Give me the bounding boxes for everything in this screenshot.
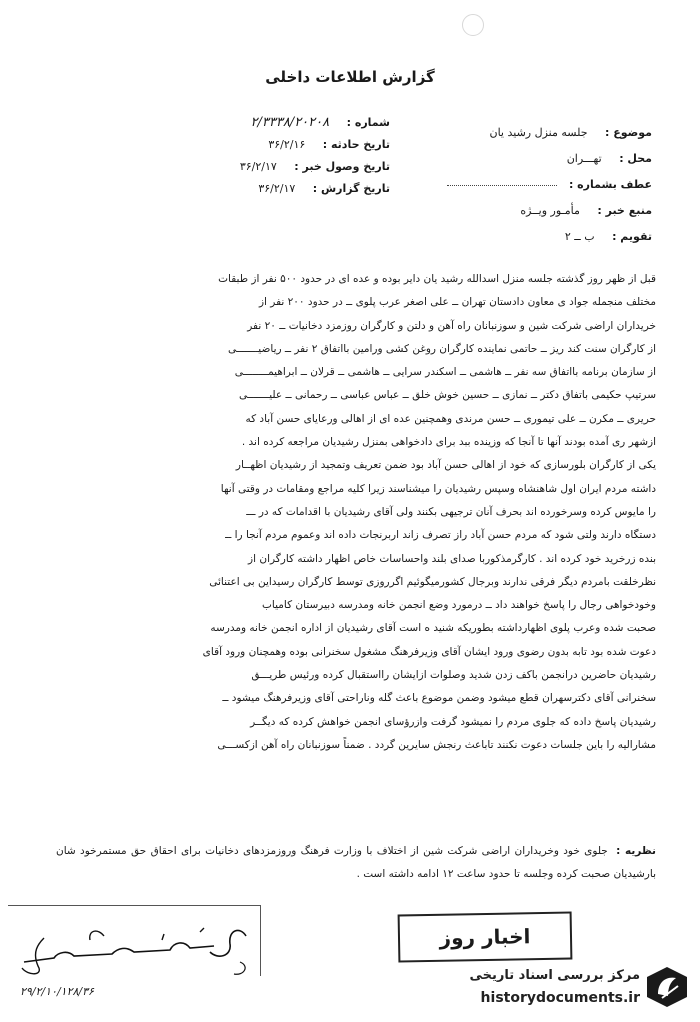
- archive-emblem-icon: [644, 964, 690, 1010]
- field-source: [397, 198, 652, 224]
- body-line: داشته مردم ایران اول شاهنشاه وسپس رشیدیان را میشناسند زیرا کلیه مراجع ومقامات در وقتی آنها: [220, 482, 656, 495]
- body-line: خریداران اراضی شرکت شین و سوزنبانان راه آهن و دلتن و کارگران روزمزد دخانیات ــ ۲۰ نفر: [247, 319, 656, 332]
- conclusion-text: جلوی خود وخریداران اراضی شرکت شین از اختلاف با وزارت فرهنگ وروزمزدهای دخانیات برای احقاق حق مستمرخود شان بارشیدیان صحبت کرده وجلسه تا حدود ساعت ۱۲ ادامه داشته است .: [56, 845, 656, 880]
- body-line: نظرخلقت بامردم دیگر فرقی ندارند وبرجال کشورمیگوئیم اگرروزی توسط کارگران رسیداین بی اعتنائی: [209, 575, 656, 588]
- field-label: محل :: [619, 152, 652, 165]
- body-line: صحبت شده وعرب پلوی اظهارداشته بطوریکه شنید ه است آقای رشیدیان از اداره انجمن خانه ومدرسه: [210, 622, 656, 635]
- body-line: سرتیپ حکیمی باتفاق دکتر ــ نمازی ــ حسین خوش خلق ــ عباس عباسی ــ رحمانی ــ علیـــــــی: [238, 389, 656, 402]
- body-line: رشیدیان حاضرین درانجمن باکف زدن شدید وصلوات ازایشان رااستقبال کرده ورئیس طریـــق: [251, 669, 656, 682]
- body-line: سخنرانی آقای دکترسهران قطع میشود وضمن موضوع باعث گله وناراحتی آقای وزیرفرهنگ میشود ــ: [222, 692, 656, 705]
- field-incident-date: [150, 134, 390, 156]
- body-line: رشیدیان پاسخ داده که جلوی مردم را نمیشود گرفت وازرؤسای انجمن خواهش کرده که دیگــر: [250, 715, 656, 728]
- body-line: ازشهر ری آمده بودند آنها تا آنجا که وزینده ببد برای دادخواهی بمنزل رشیدیان مراجعه کرده اند .: [241, 436, 656, 449]
- archive-logo: [458, 962, 694, 1018]
- field-reference: [397, 172, 652, 198]
- field-rating: [397, 224, 652, 250]
- body-line: را مایوس کرده وسرخورده اند بحرف آنان ترجیهی بکنند ولی آقای رشیدیان با اقدامات که در ـــ: [246, 505, 656, 518]
- field-value: ۳۶/۲/۱۷: [239, 160, 277, 173]
- body-line: حریری ــ مکرن ــ علی تیموری ــ حسن مرندی وهمچنین عده ای از اهالی ورعایای حسن آباد که: [245, 412, 656, 425]
- field-value: مأمـور ویــژه: [520, 204, 580, 217]
- conclusion-section: [56, 840, 656, 886]
- document-title: گزارش اطلاعات داخلی: [265, 68, 435, 86]
- field-value: ۳۶/۲/۱۷: [258, 182, 296, 195]
- field-label: تاریخ گزارش :: [312, 182, 390, 195]
- body-line: بنده زرخرید خود کرده اند . کارگرمذکوربا صدای بلند واحساسات خاص اظهار داشته کارگران از: [248, 552, 656, 565]
- header-fields-right: [397, 120, 652, 250]
- blank-dotted-line: [447, 185, 557, 186]
- field-value: تهـــران: [566, 152, 602, 165]
- field-label: تاریخ حادثه :: [322, 138, 390, 151]
- archive-stamp: اخبار روز: [398, 911, 573, 962]
- body-line: مشارالیه را باین جلسات دعوت نکنند تاباعث رنجش سایرین گردد . ضمناً سوزنبانان راه آهن ازکســـی: [217, 738, 656, 751]
- field-label: عطف بشماره :: [568, 178, 652, 191]
- body-line: از سازمان برنامه بااتفاق سه نفر ــ هاشمی ــ اسکندر سرایی ــ هاشمی ــ قرلان ــ ابراهیمــــــــی: [234, 366, 656, 379]
- report-body: [56, 268, 656, 757]
- faint-stamp-mark: [462, 14, 484, 36]
- body-line: یکی از کارگران بلورسازی که خود از اهالی حسن آباد بود ضمن تعریف وتمجید از رشیدیان اظهــار: [235, 459, 656, 472]
- conclusion-label: نظریه :: [616, 845, 657, 857]
- logo-website: historydocuments.ir: [480, 990, 640, 1006]
- body-line: وخودخواهی رجال را پاسخ خواهند داد ــ درمورد وضع انجمن خانه ومدرسه دبیرستان کامیاب: [262, 599, 656, 612]
- field-report-date: [150, 178, 390, 200]
- field-label: شماره :: [346, 116, 390, 129]
- body-line: قبل از ظهر روز گذشته جلسه منزل اسدالله رشید یان دایر بوده و عده ای در حدود ۵۰۰ نفر از طبقات: [218, 273, 656, 285]
- field-label: موضوع :: [605, 126, 652, 139]
- field-location: [397, 146, 652, 172]
- header-fields-left: [150, 112, 390, 200]
- field-value: ب ــ ۲: [564, 230, 595, 243]
- body-line: دعوت شده بود تابه بدون رضوی ورود ایشان آقای وزیرفرهنگ مشغول سخنرانی بوده وهمچنان ورود آقای: [202, 645, 656, 658]
- field-value: ۳۶/۲/۱۶: [268, 138, 306, 151]
- field-number: [150, 112, 390, 134]
- reference-number: ۲۹/۲/۱۰/۱۲۸/۳۶: [20, 985, 94, 998]
- body-line: دستگاه دارند ولتی شود که مردم حسن آباد راز تصرف زاند اربرنجات داده اند وعموم مردم آنجا را ــ: [225, 529, 656, 542]
- handwritten-signature: [14, 922, 254, 980]
- field-label: تاریخ وصول خبر :: [294, 160, 390, 173]
- field-value: ۲/۳۳۳۸/۲۰۲۰۸: [250, 115, 330, 130]
- field-received-date: [150, 156, 390, 178]
- field-subject: [397, 120, 652, 146]
- body-line: از کارگران سنت کند ریز ــ حاتمی نماینده کارگران روغن کشی ورامین بااتفاق ۲ نفر ــ ریاضیـــــــی: [228, 342, 656, 355]
- field-label: منبع خبر :: [597, 204, 652, 217]
- field-value: جلسه منزل رشید یان: [489, 126, 588, 139]
- logo-organization-name: مرکز بررسی اسناد تاریخی: [469, 968, 640, 983]
- body-line: مختلف منجمله جواد ی معاون دادستان تهران ــ علی اصغر عرب پلوی ــ در حدود ۲۰۰ نفر از: [258, 296, 656, 309]
- field-label: تقویم :: [612, 230, 652, 243]
